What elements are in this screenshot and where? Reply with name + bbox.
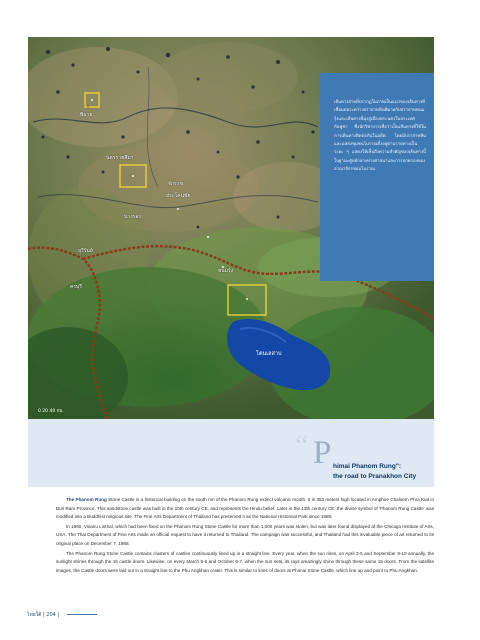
article-body [56, 496, 434, 576]
paragraph-2: In 1960, Visanu Linthal, which had been fixed on the Phanom Rung Stone Castle for more than 1,000 years was stolen, but was later found displayed at the Chicago Institute of Arts, USA. The Thai Department of Fine Arts made an official request to have it returned to Thailand. The campaign was successful, and Thailand had this invaluable piece of art returned to its original place on December 7, 1988. [56, 523, 434, 546]
paragraph-1-lead: The Phanom Rung [66, 497, 107, 502]
article-title-line2: the road to Pranakhon City [333, 473, 417, 480]
paragraph-1-text: Stone Castle is a historical building on the south rim of the Phanom Rung extinct volcanic mouth. It is 383 meters high located in Amphoe Chaloem Phra Kiat in Buri Ram Province. This sandstone castle was built in the 10th century CE, and represents the Hindu belief. Later in the 13th century CE, the divine symbol of 'Phanom Rung Castle' was modified into a Buddhist religious site. The Fine Arts Department of Thailand has preserved it as the National Historical Park since 1988. [56, 497, 434, 520]
map-caption-box [320, 73, 434, 281]
lake-label: โตนเลสาบ [256, 351, 282, 357]
map-label-nangrong: นางรอง [124, 214, 141, 220]
quote-mark: “ [295, 429, 309, 462]
map-label-phanom: พนมรุ้ง [218, 268, 234, 274]
footer-rule [67, 614, 97, 615]
paragraph-1 [56, 496, 434, 522]
map-label-pimai: พิมาย [80, 112, 93, 118]
map-label-buriram: บุรีรัมย์ [78, 248, 93, 254]
map-scale: 0 20 40 กม. [38, 409, 64, 414]
drop-cap: P [313, 435, 332, 471]
map-label-chakkarat: จักราช [168, 181, 183, 187]
map-label-khuwang: ครบุรี [70, 284, 82, 290]
page-footer: ไทยใต้ | 204 | [27, 612, 60, 618]
map-label-nakhon: นครราชสีมา [106, 155, 134, 161]
paragraph-3: The Phanom Rung Stone Castle contains clusters of castles continuously lined up in a straight line. Every year, when the sun rises, on April 3-5 and September 8-10 annually, the sunlight shines through the 15 castle doors. Likewise, on every March 5-6 and October 6-7, when the sun sets, its rays amazingly shine through these same 15 doors. From the satellite images, the Castle doors were laid out in a straight line to the Phu Angkhan crater. This is similar to lines of doors at Phimai Stone Castle, which line up and point to Phu Angkhan. [56, 550, 434, 573]
map-label-prakhon: ประโคนชัย [166, 193, 191, 199]
map-caption-text: เส้นทางสายที่ปรากฏในภาพเป็นแนวของเส้นทางที่เชื่อมต่อระหว่างปราสาทหินพิมายกับปราสาทพนมรุ้งและเส้นทางที่มุ่งสู่เมืองพระนครในประเทศกัมพูชา ซึ่งนักวิชาการเชื่อว่าเป็นเส้นทางที่ใช้ในการเดินทางติดต่อกันในอดีต โดยมีปราสาทหินและแหล่งชุมชนโบราณตั้งอยู่ตามรายทางเป็นระยะ ๆ แสดงให้เห็นถึงความสำคัญของเส้นทางนี้ในฐานะศูนย์กลางทางศาสนาและการปกครองของอาณาจักรขอมโบราณ [334, 100, 426, 173]
article-title-line1: himai Phanom Rung": [333, 463, 402, 470]
